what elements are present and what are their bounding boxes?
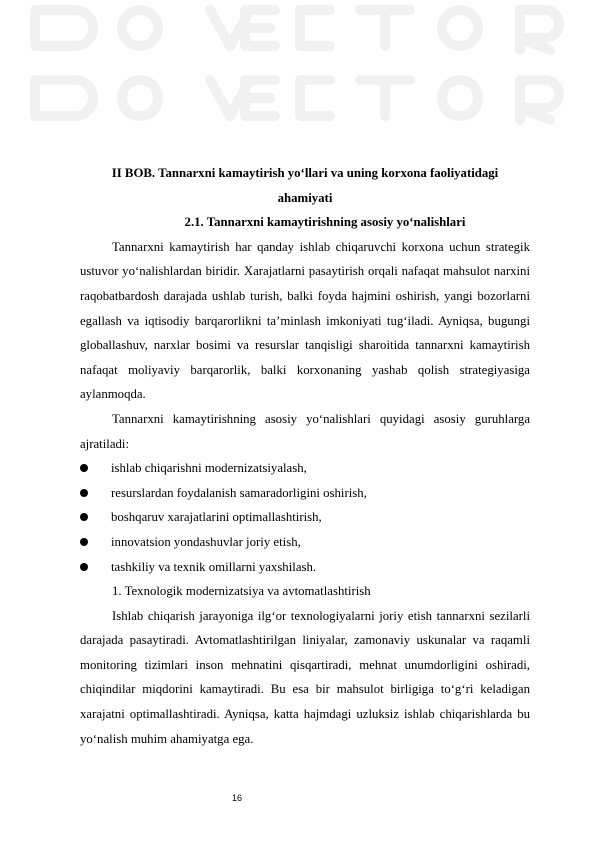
intro-paragraph: Tannarxni kamaytirish har qanday ishlab chiqaruvchi korxona uchun strategik ustuvor yo‘nalishlardan biridir. Xarajatlarni pasaytirish orqali nafaqat mahsulot narxini raqobatbardosh darajada ushlab turish, balki foyda hajmini oshirish, yangi bozorlarni egallash va iqtisodiy barqarorlikni ta’minlash imkoniyati tug‘iladi. Ayniqsa, bugungi globallashuv, narxlar bosimi va resurslar tanqisligi sharoitida tannarxni kamaytirish nafaqat moliyaviy barqarorlik, balki korxonaning yashab qolish strategiyasiga aylanmoqda. <box>80 239 530 402</box>
list-item <box>80 481 530 506</box>
section-title: 2.1. Tannarxni kamaytirishning asosiy yo‘nalishlari <box>184 215 466 230</box>
list-item-text: boshqaruv xarajatlarini optimallashtirish, <box>111 510 322 525</box>
bullet-icon <box>80 538 88 546</box>
list-item-text: ishlab chiqarishni modernizatsiyalash, <box>111 461 307 476</box>
list-item <box>80 456 530 481</box>
chapter-title-line-1: II BOB. Tannarxni kamaytirish yo‘llari va uning korxona faoliyatidagi <box>111 166 499 180</box>
list-item-text: innovatsion yondashuvlar joriy etish, <box>111 534 301 549</box>
list-item-text: resurslardan foydalanish samaradorligini oshirish, <box>111 485 367 500</box>
subsection-heading: 1. Texnologik modernizatsiya va avtomatlashtirish <box>112 584 371 599</box>
list-item <box>80 505 530 530</box>
bullet-icon <box>80 464 88 472</box>
technology-paragraph: Ishlab chiqarish jarayoniga ilg‘or texnologiyalarni joriy etish tannarxni sezilarli darajada pasaytiradi. Avtomatlashtirilgan liniyalar, zamonaviy uskunalar va raqamli monitoring tizimlari inson mehnatini qisqartiradi, mehnat unumdorligini oshiradi, chiqindilar miqdorini kamaytiradi. Bu esa bir mahsulot birligiga to‘g‘ri keladigan xarajatni optimallashtiradi. Ayniqsa, katta hajmdagi uzluksiz ishlab chiqarishlarda bu yo‘nalish muhim ahamiyatga ega. <box>80 608 530 746</box>
chapter-title-line-2: ahamiyati <box>277 190 333 205</box>
bullet-icon <box>80 489 88 497</box>
list-item <box>80 555 530 580</box>
page-number: 16 <box>232 793 243 803</box>
chapter-title <box>80 161 530 210</box>
groups-intro-paragraph: Tannarxni kamaytirishning asosiy yo‘nalishlari quyidagi asosiy guruhlarga ajratiladi: <box>80 411 530 451</box>
list-item <box>80 530 530 555</box>
list-item-text: tashkiliy va texnik omillarni yaxshilash. <box>111 559 317 574</box>
document-page <box>80 161 530 751</box>
bullet-icon <box>80 563 88 571</box>
directions-list <box>80 456 530 579</box>
bullet-icon <box>80 513 88 521</box>
